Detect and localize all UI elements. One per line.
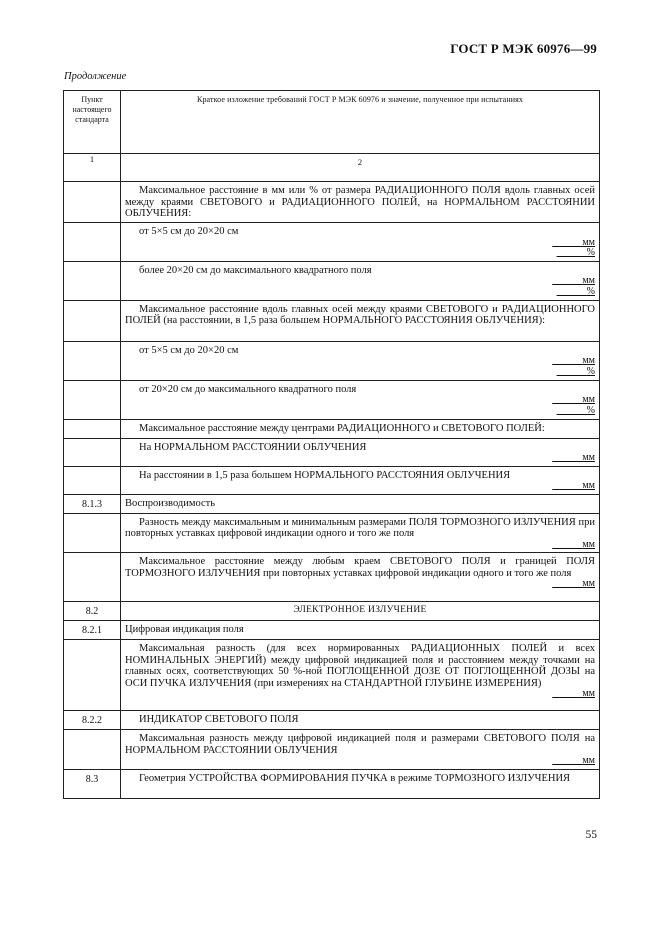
- col2-number: 2: [121, 154, 600, 182]
- col1-header: Пункт настоящего стандарта: [64, 91, 121, 154]
- row-text: Максимальная разность между цифровой индикацией поля и размерами СВЕТОВОГО ПОЛЯ на НОРМАЛЬНОМ РАССТОЯНИИ ОБЛУЧЕНИЯ: [125, 733, 595, 756]
- table-row: [64, 711, 600, 730]
- row-text: более 20×20 см до максимального квадратного поля: [139, 264, 372, 276]
- table-row: [64, 300, 600, 341]
- section-title: ЭЛЕКТРОННОЕ ИЗЛУЧЕНИЕ: [293, 605, 427, 615]
- table-row: [64, 223, 600, 262]
- row-text: Разность между максимальным и минимальным размерами ПОЛЯ ТОРМОЗНОГО ИЗЛУЧЕНИЯ при повторных уставках цифровой индикации одного и того же поля: [125, 516, 595, 539]
- table-row: [64, 261, 600, 300]
- value-pct: ______%: [556, 285, 595, 297]
- value-mm: ______мм: [552, 688, 595, 699]
- value-pct: ______%: [556, 247, 595, 258]
- row-text: Цифровая индикация поля: [125, 624, 244, 635]
- requirements-table: [63, 90, 600, 799]
- value-mm: ______мм: [552, 275, 595, 286]
- table-row: [64, 621, 600, 640]
- row-text: Максимальная разность (для всех нормированных РАДИАЦИОННЫХ ПОЛЕЙ и всех НОМИНАЛЬНЫХ ЭНЕРГИЙ) между цифровой индикацией поля и расстоянием между точками на главных осях, соответствующих 50 %-ной ПОГЛОЩЕННОЙ ДОЗЕ ОТ ПОГЛОЩЕННОЙ ДОЗЫ на ОСИ ПУЧКА ИЗЛУЧЕНИЯ (при измерениях на СТАНДАРТНОЙ ГЛУБИНЕ ИЗМЕРЕНИЯ): [125, 643, 595, 689]
- clause-number: 8.3: [64, 769, 121, 798]
- continuation-label: Продолжение: [64, 71, 127, 82]
- clause-number: 8.2.2: [64, 711, 121, 730]
- table-row: [64, 380, 600, 419]
- value-mm: ______мм: [552, 480, 595, 491]
- row-text: от 5×5 см до 20×20 см: [139, 226, 239, 237]
- column-number-row: [64, 154, 600, 182]
- clause-number: 8.1.3: [64, 494, 121, 513]
- table-row: [64, 419, 600, 438]
- table-row: [64, 494, 600, 513]
- clause-number: 8.2.1: [64, 621, 121, 640]
- value-pct: ______%: [556, 404, 595, 416]
- value-mm: ______мм: [552, 755, 595, 766]
- row-text: Максимальное расстояние между центрами РАДИАЦИОННОГО и СВЕТОВОГО ПОЛЕЙ:: [139, 422, 545, 434]
- row-text: Максимальное расстояние вдоль главных осей между краями СВЕТОВОГО и РАДИАЦИОННОГО ПОЛЕЙ (на расстоянии, в 1,5 раза большем НОРМАЛЬНОГО РАССТОЯНИЯ ОБЛУЧЕНИЯ):: [125, 303, 595, 326]
- value-mm: ______мм: [552, 355, 595, 366]
- col2-header: Краткое изложение требований ГОСТ Р МЭК 60976 и значение, полученное при испытаниях: [121, 91, 600, 154]
- table-row: [64, 602, 600, 621]
- value-pct: ______%: [556, 365, 595, 377]
- table-row: [64, 466, 600, 494]
- row-text: Максимальное расстояние между любым краем СВЕТОВОГО ПОЛЯ и границей ПОЛЯ ТОРМОЗНОГО ИЗЛУЧЕНИЯ при повторных уставках цифровой индикации одного и того же поля: [125, 556, 595, 579]
- value-mm: ______мм: [552, 538, 595, 550]
- row-text: Максимальное расстояние в мм или % от размера РАДИАЦИОННОГО ПОЛЯ вдоль главных осей между краями СВЕТОВОГО и РАДИАЦИОННОГО ПОЛЕЙ, на НОРМАЛЬНОМ РАССТОЯНИИ ОБЛУЧЕНИЯ:: [125, 185, 595, 219]
- row-text: Воспроизводимость: [125, 497, 216, 509]
- row-text: от 20×20 см до максимального квадратного поля: [139, 383, 357, 395]
- table-row: [64, 640, 600, 711]
- table-row: [64, 438, 600, 466]
- table-header-row: [64, 91, 600, 154]
- row-text: Геометрия УСТРОЙСТВА ФОРМИРОВАНИЯ ПУЧКА в режиме ТОРМОЗНОГО ИЗЛУЧЕНИЯ: [139, 772, 571, 784]
- value-mm: ______мм: [552, 578, 595, 589]
- value-mm: ______мм: [552, 394, 595, 405]
- clause-number: 8.2: [64, 602, 121, 621]
- row-text: от 5×5 см до 20×20 см: [139, 344, 239, 356]
- value-mm: ______мм: [552, 236, 595, 248]
- row-text: На НОРМАЛЬНОМ РАССТОЯНИИ ОБЛУЧЕНИЯ: [139, 441, 367, 453]
- page-number: 55: [585, 829, 597, 841]
- table-row: [64, 341, 600, 380]
- value-mm: ______мм: [552, 452, 595, 463]
- table-row: [64, 769, 600, 798]
- table-row: [64, 182, 600, 223]
- table-row: [64, 513, 600, 553]
- row-text: На расстоянии в 1,5 раза большем НОРМАЛЬНОГО РАССТОЯНИЯ ОБЛУЧЕНИЯ: [139, 469, 511, 481]
- table-row: [64, 553, 600, 602]
- row-text: ИНДИКАТОР СВЕТОВОГО ПОЛЯ: [139, 714, 299, 725]
- document-code: ГОСТ Р МЭК 60976—99: [450, 41, 597, 56]
- col1-number: 1: [64, 154, 121, 182]
- table-row: [64, 730, 600, 770]
